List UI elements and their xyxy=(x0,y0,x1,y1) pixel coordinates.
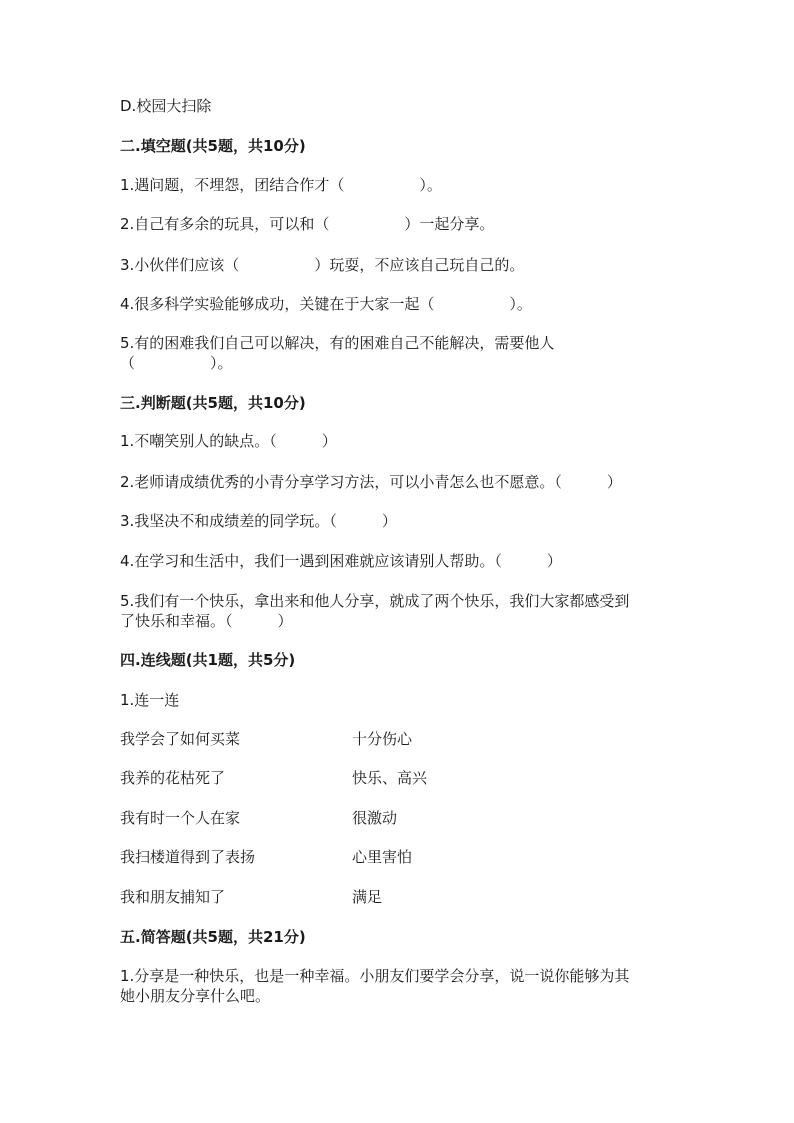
section-3-question-5-line-1: 5.我们有一个快乐，拿出来和他人分享，就成了两个快乐，我们大家都感受到 xyxy=(120,592,630,610)
section-3-question-5-line-2: 了快乐和幸福。（ ） xyxy=(120,612,293,630)
section-3-heading: 三.判断题(共5题，共10分) xyxy=(120,394,306,412)
section-3-question-4: 4.在学习和生活中，我们一遇到困难就应该请别人帮助。（ ） xyxy=(120,552,562,570)
section-2-question-5-line-1: 5.有的困难我们自己可以解决，有的困难自己不能解决，需要他人 xyxy=(120,334,555,352)
section-5-question-1-line-2: 她小朋友分享什么吧。 xyxy=(120,987,271,1005)
match-left-item: 我养的花枯死了 xyxy=(120,769,226,787)
section-3-question-2: 2.老师请成绩优秀的小青分享学习方法，可以小青怎么也不愿意。（ ） xyxy=(120,473,622,491)
match-right-item: 快乐、高兴 xyxy=(352,769,428,787)
section-3-question-1: 1.不嘲笑别人的缺点。（ ） xyxy=(120,432,337,450)
match-left-item: 我有时一个人在家 xyxy=(120,809,241,827)
top-option-item: D.校园大扫除 xyxy=(120,97,212,115)
section-2-question-2: 2.自己有多余的玩具，可以和（ ）一起分享。 xyxy=(120,215,495,233)
section-2-question-3: 3.小伙伴们应该（ ）玩耍，不应该自己玩自己的。 xyxy=(120,256,525,274)
match-right-item: 十分伤心 xyxy=(352,730,413,748)
section-4-heading: 四.连线题(共1题，共5分) xyxy=(120,651,296,669)
match-right-item: 很激动 xyxy=(352,809,398,827)
section-5-heading: 五.简答题(共5题，共21分) xyxy=(120,928,306,946)
match-left-item: 我扫楼道得到了表扬 xyxy=(120,848,256,866)
section-5-question-1-line-1: 1.分享是一种快乐，也是一种幸福。小朋友们要学会分享，说一说你能够为其 xyxy=(120,967,630,985)
section-2-heading: 二.填空题(共5题，共10分) xyxy=(120,137,306,155)
section-4-question-1: 1.连一连 xyxy=(120,691,180,709)
section-2-question-4: 4.很多科学实验能够成功，关键在于大家一起（ ）。 xyxy=(120,295,532,313)
section-3-question-3: 3.我坚决不和成绩差的同学玩。（ ） xyxy=(120,512,397,530)
match-right-item: 满足 xyxy=(352,888,383,906)
section-2-question-1: 1.遇问题，不埋怨，团结合作才（ ）。 xyxy=(120,176,442,194)
section-2-question-5-line-2: （ ）。 xyxy=(120,354,233,372)
match-left-item: 我和朋友捕知了 xyxy=(120,888,226,906)
match-right-item: 心里害怕 xyxy=(352,848,413,866)
match-left-item: 我学会了如何买菜 xyxy=(120,730,241,748)
